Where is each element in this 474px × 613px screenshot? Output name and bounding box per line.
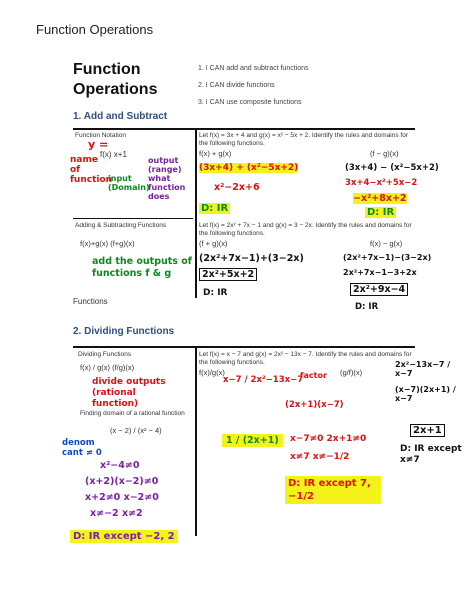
expr-f-minus-g: (f − g)(x) xyxy=(370,149,399,158)
dividing-expression: f(x) / g(x) (f/g)(x) xyxy=(80,363,135,372)
domain-result: D: IR except −2, 2 xyxy=(70,530,178,543)
table1-top-border xyxy=(73,128,415,130)
work4b: 2x²+7x−1−3+2x xyxy=(343,268,417,277)
answer4: 2x²+9x−4 xyxy=(350,283,408,296)
answer-f-over-g: 1 / (2x+1) xyxy=(222,434,283,447)
table2-top-border xyxy=(73,346,415,348)
rs-step-b: (x−7)(2x+1) / x−7 xyxy=(395,385,456,403)
step-d: x≠7 x≠−1/2 xyxy=(290,452,350,462)
page-header-title: Function Operations xyxy=(36,22,154,37)
output-range-note: output (range) what function does xyxy=(148,156,186,201)
notation-expression: f(x) x+1 xyxy=(100,150,127,159)
doc-title-line1: Function xyxy=(73,61,141,78)
objective-2: 2. I CAN divide functions xyxy=(198,82,275,89)
divide-outputs-note: divide outputs (rational function) xyxy=(92,377,166,409)
answer-g-over-f: 2x+1 xyxy=(410,424,445,437)
answer1: x²−2x+6 xyxy=(214,182,260,193)
function-notation-label: Function Notation xyxy=(75,132,126,139)
step2: (x+2)(x−2)≠0 xyxy=(85,476,159,487)
work2a: (3x+4) − (x²−5x+2) xyxy=(345,163,439,173)
problem1-prompt: Let f(x) = 3x + 4 and g(x) = x² − 5x + 2. Identify the rules and domains for the following functions. xyxy=(199,132,409,147)
factor-note: factor xyxy=(300,371,327,380)
table1-row-divider xyxy=(73,218,193,219)
domain1: D: IR xyxy=(201,203,229,214)
expr-f-plus-g: f(x) + g(x) xyxy=(199,149,232,158)
table2-center-divider xyxy=(195,346,197,536)
domain-g-over-f: D: IR except x≠7 xyxy=(400,444,462,465)
finding-domain-label: Finding domain of a rational function xyxy=(80,410,185,417)
expr-f-over-g: f(x)/g(x) xyxy=(199,368,225,377)
rs-step-a: 2x²−13x−7 / x−7 xyxy=(395,360,451,378)
rational-fraction: (x − 2) / (x² − 4) xyxy=(110,426,162,435)
expr-g-over-f: (g/f)(x) xyxy=(340,368,363,377)
y-equals: y = xyxy=(88,138,109,151)
doc-title-line2: Operations xyxy=(73,81,158,98)
step1: x²−4≠0 xyxy=(100,460,140,471)
answer3: 2x²+5x+2 xyxy=(199,268,257,281)
table1-center-divider xyxy=(195,128,197,298)
input-domain-note: input (Domain) xyxy=(108,174,150,192)
step3: x+2≠0 x−2≠0 xyxy=(85,492,159,503)
expr-fg-plus: (f + g)(x) xyxy=(199,239,228,248)
problem2-prompt: Let f(x) = 2x² + 7x − 1 and g(x) = 3 − 2x. Identify the rules and domains for the following functions. xyxy=(199,222,412,237)
expr-f-minus-g2: f(x) − g(x) xyxy=(370,239,403,248)
step4: x≠−2 x≠2 xyxy=(90,508,143,519)
doc-title xyxy=(73,60,157,100)
work3: (2x²+7x−1)+(3−2x) xyxy=(199,253,304,264)
problem3-prompt: Let f(x) = x − 7 and g(x) = 2x² − 13x − 7. Identify the rules and domains for the following functions. xyxy=(199,351,412,366)
denominator-note: denom cant ≠ 0 xyxy=(62,438,102,458)
work4a: (2x²+7x−1)−(3−2x) xyxy=(343,253,432,262)
domain4: D: IR xyxy=(355,302,379,312)
name-of-function-note: name of function xyxy=(70,155,113,185)
domain2: D: IR xyxy=(367,207,395,218)
work1: (3x+4) + (x²−5x+2) xyxy=(199,163,299,173)
objective-3: 3. I CAN use composite functions xyxy=(198,99,302,106)
step-c: x−7≠0 2x+1≠0 xyxy=(290,434,367,444)
section-heading-add-subtract: 1. Add and Subtract xyxy=(73,111,168,122)
step-b: (2x+1)(x−7) xyxy=(285,400,344,410)
domain-f-over-g: D: IR except 7, −1/2 xyxy=(285,476,381,504)
dividing-label: Dividing Functions xyxy=(78,351,132,358)
section-heading-dividing: 2. Dividing Functions xyxy=(73,326,175,337)
answer2: −x²+8x+2 xyxy=(353,193,407,204)
add-outputs-note: add the outputs of functions f & g xyxy=(92,256,192,279)
work2b: 3x+4−x²+5x−2 xyxy=(345,178,418,188)
step-a: x−7 / 2x²−13x−7 xyxy=(223,375,304,385)
objectives-list xyxy=(198,60,378,111)
add-subtract-label: Adding & Subtracting Functions xyxy=(75,222,167,229)
domain3: D: IR xyxy=(203,288,228,298)
objective-1: 1. I CAN add and subtract functions xyxy=(198,65,309,72)
add-subtract-expression: f(x)+g(x) (f+g)(x) xyxy=(80,239,135,248)
functions-footer-label: Functions xyxy=(73,297,108,306)
